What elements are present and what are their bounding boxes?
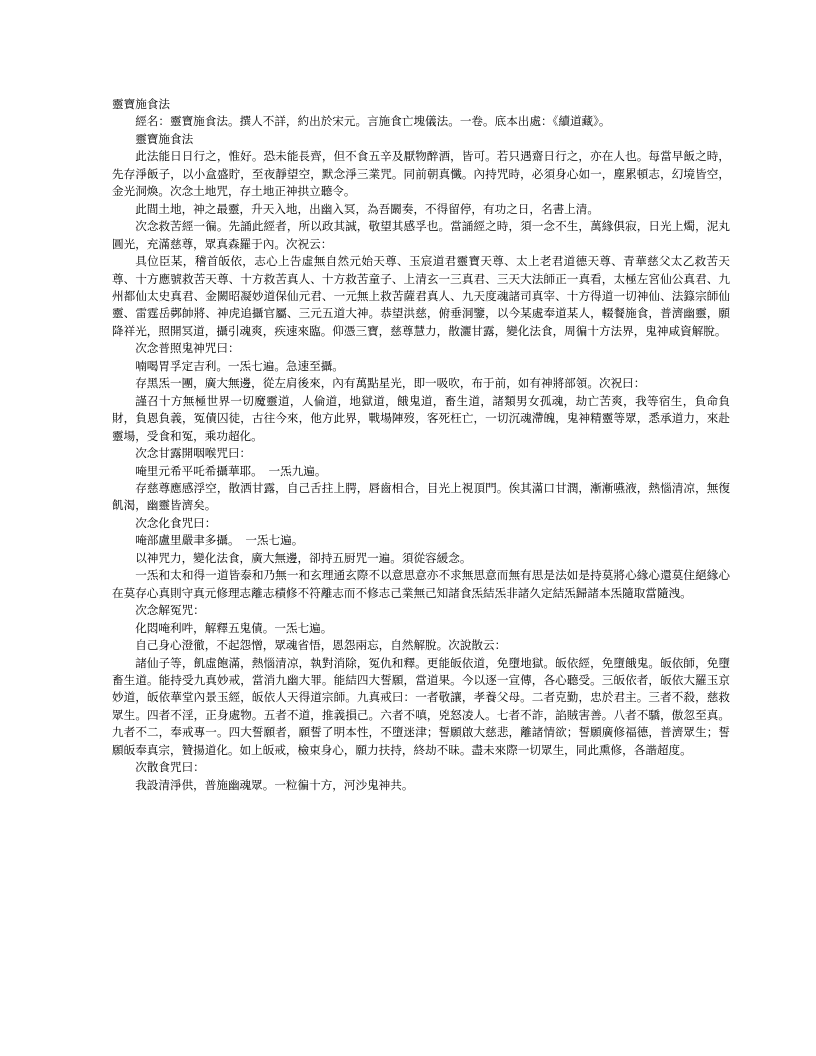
- invocation-deities-paragraph: 具位臣某，稽首皈依，志心上告虛無自然元始天尊、玉宸道君靈寶天尊、太上老君道德天尊、青華慈父太乙救苦天尊、十方應號救苦天尊、十方救苦真人、十方救苦童子、上清玄一三真君、三天大法師正一真看，太極左宮仙公真君、九州都仙太史真君、金闕昭凝妙道保仙元君、一元無上救苦薩君真人、九天度魂諸司真宰、十方得道一切神仙、法籙宗師仙靈、雷霆岳鄸帥將、神虎追攝官屬、三元五道大神。恭望洪慈，俯垂洞鑒，以今某處奉道某人，輟餐施食，普濟幽靈，願降祥光，照開冥道，攝引魂爽，疾速來臨。仰憑三寶，慈尊慧力，散灑甘露，變化法食，周徧十方法界，鬼神咸資解脫。: [112, 254, 730, 338]
- ganlu-label-paragraph: 次念甘露開咽喉咒曰：: [135, 446, 252, 461]
- practice-intro-paragraph: 此法能日日行之，惟好。恐未能長齊，但不食五辛及厭物醉酒，皆可。若只遇齋日行之，亦在人也。每當早飯之時，先存淨飯子，以小盒盛貯，至夜靜望空，默念淨三業咒。同前朝真懺。內持咒時，必須身心如一，塵累頓志，幻境皆空，金光洞煥。次念土地咒，存土地正神拱立聽令。: [112, 149, 730, 199]
- puzhao-label-paragraph: 次念普照鬼神咒曰：: [135, 341, 240, 356]
- jieyuan-instruction-paragraph: 自己身心澄徹，不起怨憎，眾魂省悟，恩怨兩忘，自然解脫。次說散云：: [135, 638, 507, 653]
- huashi-mantra-paragraph: 唵部盧里嚴聿多攝。 一炁七遍。: [135, 533, 304, 548]
- puzhao-mantra-paragraph: 喃喝胃孚定吉利。一炁七遍。急速至攝。: [135, 358, 344, 373]
- document-title: 靈寶施食法: [112, 97, 170, 111]
- puzhao-visualization-paragraph: 存黑炁一團，廣大無邊，從左肩後來，內有萬點星光，即一吸吹，布于前，如有神將部領。次祝曰：: [135, 376, 646, 391]
- ganlu-mantra-paragraph: 唵里元希平吒希攝華耶。 一炁九遍。: [135, 463, 327, 478]
- sanshi-label-paragraph: 次散食咒曰：: [135, 760, 205, 775]
- ganlu-visualization-paragraph: 存慈尊應感浮空，散洒甘露，自己舌拄上腭，唇齒相合，目光上視頂門。俟其滿口甘潤，漸漸嚥液，熱惱清凉，無復飢渴，幽靈皆濟矣。: [112, 480, 730, 513]
- wuchu-mantra-paragraph: 一炁和太和得一道皆泰和乃無一和玄理通玄際不以意思意亦不求無思意而無有思是法如是持莫將心緣心還莫住絕緣心在莫存心真則守真元修理志離志積修不符離志而不修志己業無己知諸食炁結炁非諸久定結炁歸諸本炁隨取當隨洩。: [112, 568, 730, 600]
- jieyuan-label-paragraph: 次念解冤咒：: [135, 603, 205, 618]
- jiuku-sutra-paragraph: 次念救苦經一徧。先誦此經者，所以政其誠，敬望其感孚也。當誦經之時，須一念不生，萬緣俱寂，日光上燭，泥丸圓光，充滿慈尊，眾真森羅于內。次祝云：: [112, 219, 730, 251]
- summon-text-paragraph: 謹召十方無極世界一切魔靈道，人倫道，地獄道，餓鬼道，畜生道，諸類男女孤魂，劫亡苦爽，我等宿生，負命負財，負恩負義，冤債囚徒，古往今來，他方此界，戰場陣歿，客死枉亡，一切沉魂滯魄，鬼神精靈等眾，悉承道力，來赴靈場，受食和冤，乘功超化。: [112, 393, 730, 443]
- jieyuan-mantra-paragraph: 化悶唵利吽，解釋五鬼債。一炁七遍。: [135, 620, 333, 635]
- document-body: [112, 96, 730, 794]
- colophon-paragraph: 經名：靈寶施食法。撰人不詳，約出於宋元。言施食亡塊儀法。一卷。底本出處：《續道藏》。: [135, 114, 611, 129]
- earth-god-mantra-paragraph: 此間土地，神之最靈，升天入地，出幽入冥，為吾闞奏，不得留停，有功之日，名書上清。: [135, 201, 599, 216]
- refuge-teaching-paragraph: 諸仙子等，飢虛飽滿，熱惱清凉，執對消除，冤仇和釋。更能皈依道，免墮地獄。皈依經，免墮餓鬼。皈依師，免墮畜生道。能持受九真妙戒，當消九幽大罪。能結四大誓願，當道果。今以逐一宣傳，各心聽受。三皈依者，皈依大羅玉京妙道，皈依華堂內景玉經，皈依人天得道宗師。九真戒曰：一者敬讓，孝養父母。二者克勤，忠於君主。三者不殺，慈救眾生。四者不淫，正身處物。五者不道，推義損己。六者不嗔，兇怒凌人。七者不詐，諂賊害善。八者不驕，傲忽至真。九者不二，奉戒專一。四大誓願者，願誓了明本性，不墮迷津；誓願啟大慈悲，離諸情欲；誓願廣修福德，普濟眾生；誓願皈奉真宗，贊揚道化。如上皈戒，檢束身心，願力扶持，終劫不昧。盡未來際一切眾生，同此熏修，各諧超度。: [112, 655, 730, 757]
- huashi-label-paragraph: 次念化食咒曰：: [135, 515, 217, 530]
- sanshi-mantra-paragraph: 我設清淨供，普施幽魂眾。一粒徧十方，河沙鬼神共。: [135, 777, 414, 792]
- huashi-instruction-paragraph: 以神咒力，變化法食，廣大無邊，卻持五厨咒一遍。須從容緩念。: [135, 550, 472, 565]
- heading-repeat-paragraph: 靈寶施食法: [135, 131, 194, 146]
